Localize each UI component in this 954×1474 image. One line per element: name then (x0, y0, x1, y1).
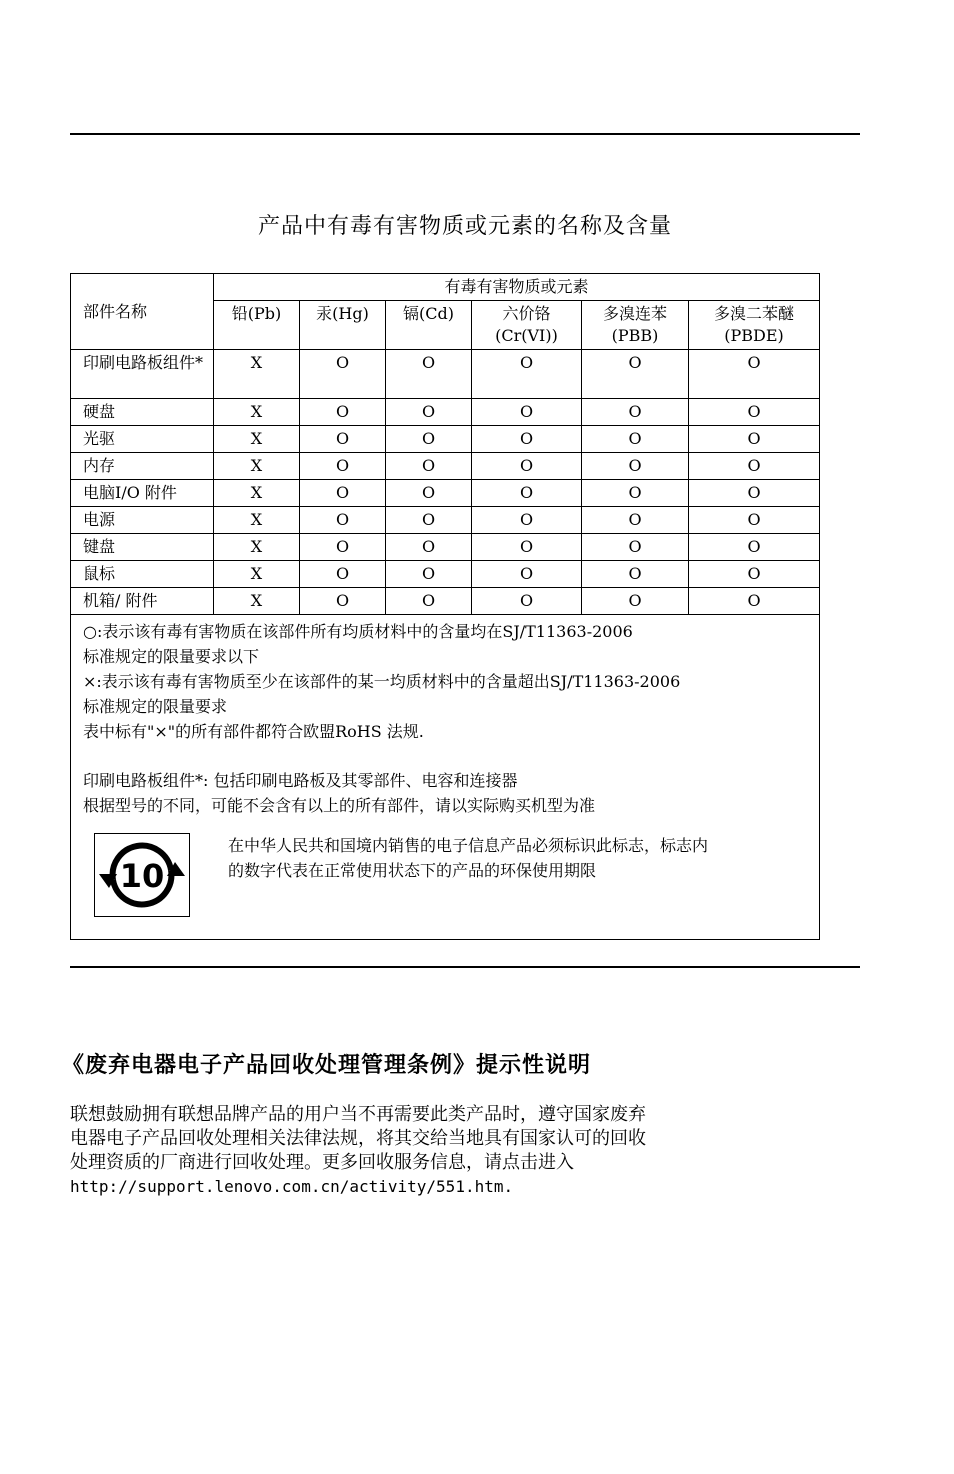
part-name-cell: 光驱 (71, 426, 214, 453)
substance-value-cell: O (300, 453, 386, 480)
substance-value-cell: O (582, 534, 689, 561)
substance-value-cell: O (386, 480, 472, 507)
substance-header-line: (PBDE) (724, 326, 784, 345)
epup-logo (94, 833, 190, 917)
substance-header-line: (Cr(VI)) (495, 326, 558, 345)
substance-value-cell: O (689, 350, 820, 399)
substance-value-cell: O (582, 480, 689, 507)
recycling-paragraph (70, 1103, 770, 1199)
part-name-cell: 硬盘 (71, 399, 214, 426)
substance-value-cell: X (214, 588, 300, 615)
note-line: 标准规定的限量要求 (83, 697, 228, 716)
substance-header (582, 301, 689, 350)
substance-value-cell: O (689, 426, 820, 453)
substance-value-cell: X (214, 399, 300, 426)
part-name-cell: 机箱/ 附件 (71, 588, 214, 615)
substance-header-line: 多溴连苯 (602, 304, 667, 323)
table-row (71, 588, 820, 615)
logo-description (228, 833, 808, 883)
table-row (71, 507, 820, 534)
substance-value-cell: O (582, 426, 689, 453)
recycling-title: 《废弃电器电子产品回收处理管理条例》提示性说明 (62, 1053, 592, 1078)
table-row (71, 534, 820, 561)
notes2-block (83, 768, 807, 818)
substance-value-cell: O (472, 350, 582, 399)
substance-value-cell: O (689, 534, 820, 561)
part-name-cell: 内存 (71, 453, 214, 480)
substance-value-cell: O (582, 350, 689, 399)
notes-cell (71, 615, 820, 940)
substance-value-cell: O (472, 507, 582, 534)
substance-header-line: 汞(Hg) (316, 304, 369, 323)
part-name-cell: 鼠标 (71, 561, 214, 588)
substance-value-cell: O (582, 453, 689, 480)
paragraph-line-2: 电器电子产品回收处理相关法律法规，将其交给当地具有国家认可的回收 (70, 1128, 646, 1149)
substance-value-cell: O (386, 534, 472, 561)
support-link[interactable]: http://support.lenovo.com.cn/activity/551.htm. (70, 1177, 514, 1196)
substance-value-cell: X (214, 350, 300, 399)
substance-value-cell: O (300, 350, 386, 399)
top-rule (70, 133, 860, 135)
table-row (71, 453, 820, 480)
part-name-header: 部件名称 (71, 274, 214, 350)
substance-value-cell: O (386, 426, 472, 453)
bottom-rule (70, 966, 860, 968)
substance-group-header: 有毒有害物质或元素 (214, 274, 820, 301)
substance-value-cell: O (689, 588, 820, 615)
substance-value-cell: O (386, 350, 472, 399)
note-line: 标准规定的限量要求以下 (83, 647, 260, 666)
substance-value-cell: O (689, 561, 820, 588)
substance-value-cell: O (386, 399, 472, 426)
table-row (71, 350, 820, 399)
substance-header-line: 六价铬 (502, 304, 551, 323)
logo-number: 10 (119, 857, 165, 895)
substance-value-cell: O (472, 534, 582, 561)
paragraph-line-3: 处理资质的厂商进行回收处理。更多回收服务信息，请点击进入 (70, 1152, 574, 1173)
note-line: 根据型号的不同，可能不会含有以上的所有部件，请以实际购买机型为准 (83, 796, 596, 815)
substance-header (386, 301, 472, 350)
substance-value-cell: O (386, 453, 472, 480)
substance-value-cell: X (214, 426, 300, 453)
substance-header-line: 镉(Cd) (403, 304, 454, 323)
substance-value-cell: O (472, 480, 582, 507)
substance-value-cell: X (214, 507, 300, 534)
substance-header-line: 铅(Pb) (231, 304, 282, 323)
paragraph-line-1: 联想鼓励拥有联想品牌产品的用户当不再需要此类产品时，遵守国家废弃 (70, 1104, 646, 1125)
substance-value-cell: O (582, 561, 689, 588)
substance-header (300, 301, 386, 350)
substance-value-cell: O (472, 453, 582, 480)
substance-value-cell: O (386, 588, 472, 615)
substance-value-cell: O (582, 399, 689, 426)
note-line: ○:表示该有毒有害物质在该部件所有均质材料中的含量均在SJ/T11363-2006 (83, 622, 633, 641)
substance-value-cell: O (472, 588, 582, 615)
substance-value-cell: O (472, 561, 582, 588)
table-row (71, 480, 820, 507)
substance-value-cell: X (214, 561, 300, 588)
substance-value-cell: O (300, 534, 386, 561)
substance-value-cell: X (214, 534, 300, 561)
substance-value-cell: O (689, 399, 820, 426)
note-line: 在中华人民共和国境内销售的电子信息产品必须标识此标志，标志内 (228, 836, 709, 855)
substance-value-cell: O (386, 561, 472, 588)
hazard-table-title: 产品中有毒有害物质或元素的名称及含量 (257, 214, 672, 239)
substance-value-cell: O (472, 399, 582, 426)
substance-value-cell: O (300, 561, 386, 588)
table-row (71, 399, 820, 426)
part-name-cell: 电脑I/O 附件 (71, 480, 214, 507)
substance-value-cell: O (582, 507, 689, 534)
table-row (71, 426, 820, 453)
recycle-10-icon (95, 834, 189, 916)
substance-value-cell: X (214, 453, 300, 480)
substance-header-line: 多溴二苯醚 (714, 304, 795, 323)
substance-header (689, 301, 820, 350)
substance-value-cell: O (300, 426, 386, 453)
substance-value-cell: O (386, 507, 472, 534)
table-row (71, 561, 820, 588)
note-line: 的数字代表在正常使用状态下的产品的环保使用期限 (228, 861, 597, 880)
hazardous-substances-table (70, 273, 820, 940)
substance-value-cell: O (689, 480, 820, 507)
note-line: 印刷电路板组件*: 包括印刷电路板及其零部件、电容和连接器 (83, 771, 518, 790)
part-name-cell: 电源 (71, 507, 214, 534)
note-line: 表中标有"×"的所有部件都符合欧盟RoHS 法规. (83, 722, 424, 741)
substance-value-cell: O (689, 453, 820, 480)
notes-block (83, 619, 807, 744)
substance-value-cell: O (300, 399, 386, 426)
substance-value-cell: O (300, 507, 386, 534)
substance-value-cell: O (300, 480, 386, 507)
substance-value-cell: O (689, 507, 820, 534)
part-name-cell: 印刷电路板组件* (71, 350, 214, 399)
substance-value-cell: X (214, 480, 300, 507)
substance-value-cell: O (472, 426, 582, 453)
note-line: ×:表示该有毒有害物质至少在该部件的某一均质材料中的含量超出SJ/T11363-2006 (83, 672, 681, 691)
substance-header-line: (PBB) (611, 326, 659, 345)
substance-header (472, 301, 582, 350)
substance-header (214, 301, 300, 350)
substance-value-cell: O (300, 588, 386, 615)
part-name-cell: 键盘 (71, 534, 214, 561)
substance-value-cell: O (582, 588, 689, 615)
